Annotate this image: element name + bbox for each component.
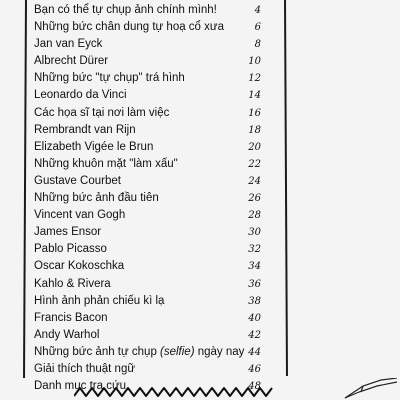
toc-entry-page: 14 [248, 90, 261, 102]
toc-entry-page: 20 [248, 141, 261, 153]
toc-entry-title: Bạn có thể tự chụp ảnh chính mình! [34, 4, 217, 16]
toc-entry-title: Những bức ảnh đầu tiên [34, 192, 159, 205]
toc-entry[interactable] [34, 2, 261, 19]
toc-entry-page: 46 [248, 363, 261, 375]
toc-entry-page: 28 [248, 210, 261, 222]
toc-entry-title [34, 344, 244, 361]
toc-entry-title: Gustave Courbet [34, 174, 121, 187]
zigzag-border-decoration [74, 386, 274, 398]
toc-entry-page: 32 [248, 244, 261, 256]
toc-entry-title: Kahlo & Rivera [34, 277, 111, 290]
toc-entry-title: Giải thích thuật ngữ [34, 362, 136, 375]
toc-entry[interactable] [34, 224, 261, 241]
toc-entry[interactable] [34, 173, 261, 190]
toc-entry-page: 22 [248, 158, 261, 170]
pencil-sketch-icon [343, 378, 398, 400]
toc-entry[interactable] [34, 327, 261, 344]
toc-entry[interactable] [34, 87, 261, 104]
toc-entry[interactable] [34, 361, 261, 378]
toc-title-part: ngày nay [194, 345, 245, 358]
frame-left-line [23, 0, 27, 378]
toc-entry-page: 38 [248, 295, 261, 307]
toc-entry-page: 40 [248, 312, 261, 324]
table-of-contents [34, 2, 261, 395]
toc-entry-page: 26 [248, 193, 261, 205]
toc-entry-page: 10 [248, 56, 261, 68]
toc-entry-title: Hình ảnh phản chiếu kì lạ [34, 294, 165, 307]
toc-entry-title: Andy Warhol [34, 328, 100, 341]
toc-entry[interactable] [34, 293, 261, 310]
frame-right-line [284, 0, 288, 376]
toc-entry[interactable] [34, 70, 261, 87]
toc-entry[interactable] [34, 310, 261, 327]
toc-entry[interactable] [34, 36, 261, 53]
toc-entry-page: 6 [254, 22, 261, 34]
toc-entry-title: Rembrandt van Rijn [34, 123, 136, 136]
toc-entry-title: Những khuôn mặt "làm xấu" [34, 157, 178, 170]
toc-entry-page: 18 [248, 124, 261, 136]
toc-title-italic: (selfie) [160, 345, 195, 358]
toc-entry[interactable] [34, 139, 261, 156]
toc-entry[interactable] [34, 241, 261, 258]
toc-entry[interactable] [34, 207, 261, 224]
toc-entry-title: Leonardo da Vinci [34, 89, 127, 102]
toc-title-part: Những bức ảnh tự chụp [34, 345, 161, 358]
toc-entry-title: Francis Bacon [34, 311, 108, 324]
toc-entry-page: 36 [248, 278, 261, 290]
toc-entry-page: 16 [248, 107, 261, 119]
toc-entry-title: Vincent van Gogh [34, 209, 126, 222]
toc-entry-page: 30 [248, 227, 261, 239]
toc-entry[interactable] [34, 344, 261, 361]
toc-entry-title: Những bức "tự chụp" trá hình [34, 72, 185, 85]
toc-entry[interactable] [34, 105, 261, 122]
toc-entry-title: Jan van Eyck [34, 38, 103, 51]
toc-entry-page: 34 [248, 261, 261, 273]
toc-entry[interactable] [34, 156, 261, 173]
toc-entry[interactable] [34, 122, 261, 139]
toc-entry-page: 48 [248, 381, 261, 393]
toc-entry-title: Pablo Picasso [34, 243, 107, 256]
toc-entry-title: Oscar Kokoschka [34, 260, 125, 273]
toc-entry-title: Danh mục tra cứu [34, 380, 127, 393]
toc-entry-page: 12 [248, 73, 261, 85]
toc-entry-page: 8 [254, 39, 261, 51]
toc-entry[interactable] [34, 53, 261, 70]
toc-entry-title: Albrecht Dürer [34, 55, 109, 68]
toc-entry-title: Những bức chân dung tự hoạ cổ xưa [34, 21, 224, 34]
toc-entry[interactable] [34, 190, 261, 207]
toc-entry[interactable] [34, 258, 261, 275]
toc-entry-page: 24 [248, 175, 261, 187]
toc-entry[interactable] [34, 19, 261, 36]
toc-entry-title: Elizabeth Vigée le Brun [34, 140, 154, 153]
toc-entry[interactable] [34, 276, 261, 293]
toc-entry-title: Các họa sĩ tại nơi làm việc [34, 106, 170, 119]
toc-entry-title: James Ensor [34, 226, 102, 239]
toc-entry-page: 44 [248, 346, 261, 358]
toc-entry-page: 42 [248, 329, 261, 341]
toc-entry-page: 4 [254, 5, 261, 16]
